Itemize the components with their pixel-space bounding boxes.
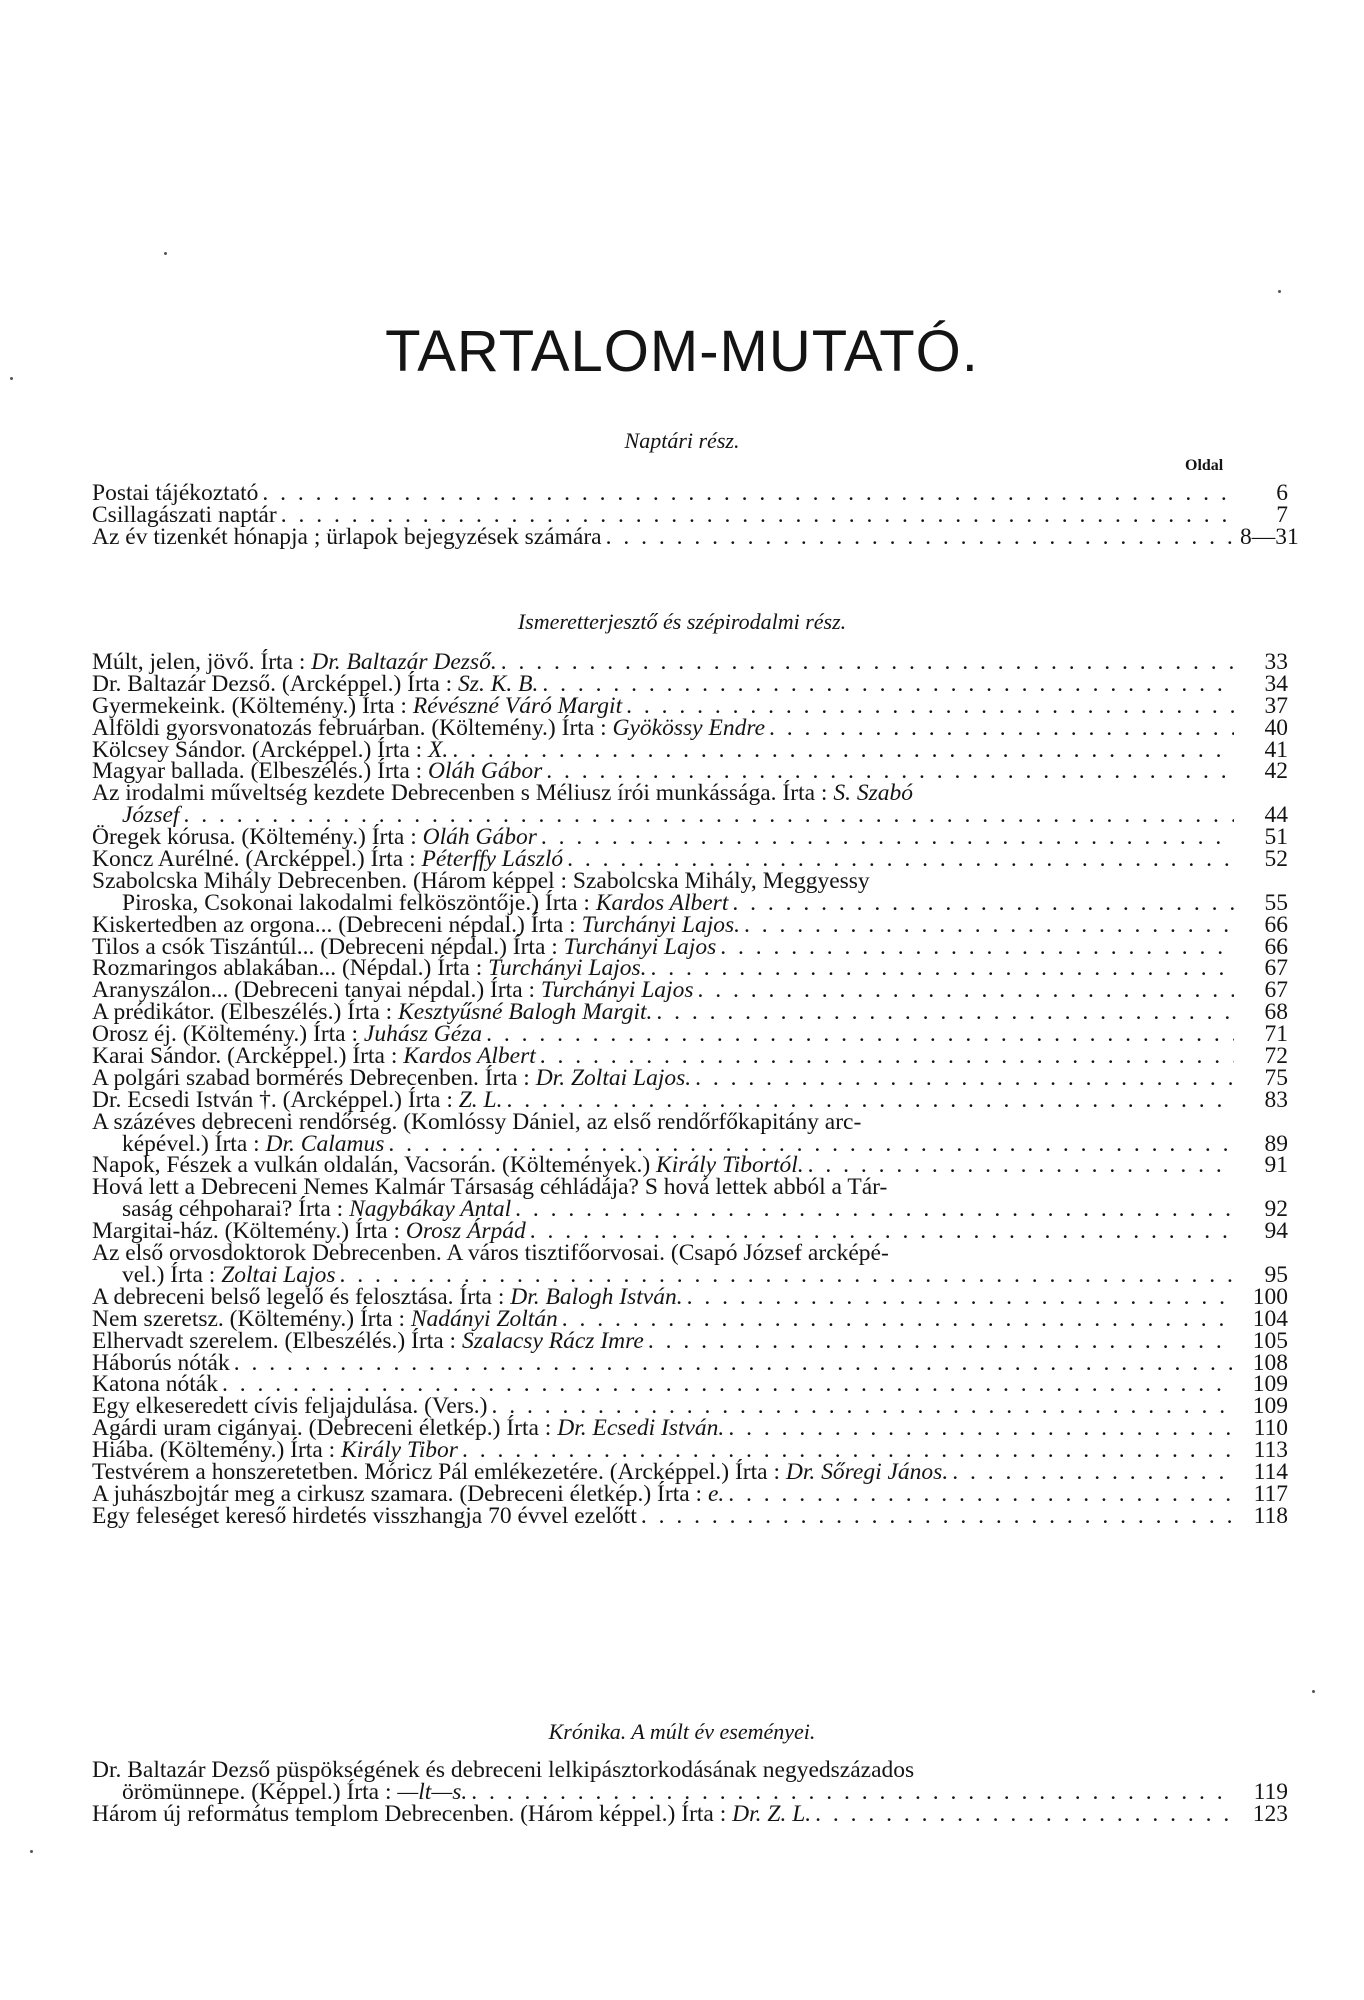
toc-section-literary bbox=[92, 649, 1288, 1529]
entry-page: 40 bbox=[1264, 714, 1288, 741]
entry-author: Dr. Ecsedi István. bbox=[557, 1415, 725, 1442]
page-column-label: Oldal bbox=[1185, 457, 1224, 474]
entry-title: A prédikátor. (Elbeszélés.) Írta : bbox=[92, 999, 399, 1026]
dot-leader bbox=[234, 1353, 1234, 1375]
toc-entry bbox=[92, 523, 1299, 550]
dot-leader bbox=[651, 958, 1234, 980]
entry-page: 92 bbox=[1264, 1196, 1288, 1223]
entry-author: e. bbox=[707, 1480, 725, 1507]
entry-page: 118 bbox=[1253, 1502, 1288, 1529]
entry-author: Péterffy László bbox=[421, 846, 564, 873]
entry-page: 100 bbox=[1252, 1283, 1288, 1310]
entry-page: 51 bbox=[1264, 824, 1288, 851]
entry-page: 108 bbox=[1252, 1349, 1288, 1376]
entry-title: A polgári szabad bormérés Debrecenben. Írta : bbox=[92, 1064, 536, 1091]
entry-author: Dr. Baltazár Dezső. bbox=[311, 649, 497, 675]
entry-title: Háborús nóták bbox=[92, 1349, 230, 1376]
entry-title: Alföldi gyorsvonatozás februárban. (Költemény.) Írta : bbox=[92, 714, 613, 741]
dot-leader bbox=[732, 893, 1234, 915]
entry-author: Kesztyűsné Balogh Margit. bbox=[398, 999, 653, 1026]
dot-leader bbox=[728, 1484, 1234, 1506]
entry-page: 95 bbox=[1264, 1261, 1288, 1288]
entry-title: Dr. Ecsedi István †. (Arcképpel.) Írta : bbox=[92, 1086, 459, 1113]
entry-author: Juhász Géza bbox=[363, 1021, 483, 1048]
entry-title: Kiskertedben az orgona... (Debreceni népdal.) Írta : bbox=[92, 911, 582, 938]
entry-page: 72 bbox=[1264, 1043, 1288, 1070]
entry-page: 67 bbox=[1264, 977, 1288, 1004]
entry-title: Múlt, jelen, jövő. Írta : bbox=[92, 649, 312, 675]
entry-title: Piroska, Csokonai lakodalmi felköszöntője.) Írta : bbox=[122, 889, 596, 916]
toc-entry bbox=[92, 1800, 1288, 1827]
entry-author: Kardos Albert bbox=[595, 889, 729, 916]
entry-author: S. Szabó bbox=[833, 780, 913, 807]
entry-author: X. bbox=[428, 736, 449, 763]
toc-entry bbox=[92, 780, 1288, 807]
entry-title: Az év tizenkét hónapja ; ürlapok bejegyzések számára bbox=[92, 523, 602, 550]
entry-author: Nagybákay Antal bbox=[349, 1196, 512, 1223]
entry-author: Oláh Gábor bbox=[428, 758, 543, 785]
dot-leader bbox=[262, 483, 1234, 505]
entry-title: Tilos a csók Tiszántúl... (Debreceni népdal.) Írta : bbox=[92, 933, 564, 960]
entry-author: Dr. Z. L. bbox=[732, 1800, 812, 1827]
entry-page: 119 bbox=[1253, 1778, 1288, 1805]
entry-title: Magyar ballada. (Elbeszélés.) Írta : bbox=[92, 758, 429, 785]
entry-page: 44 bbox=[1264, 802, 1288, 829]
entry-title: Agárdi uram cigányai. (Debreceni életkép.) Írta : bbox=[92, 1415, 558, 1442]
entry-title: Három új református templom Debrecenben. (Három képpel.) Írta : bbox=[92, 1800, 733, 1827]
dot-leader bbox=[606, 527, 1234, 549]
entry-title: Koncz Aurélné. (Arcképpel.) Írta : bbox=[92, 846, 422, 873]
entry-author: Turchányi Lajos bbox=[563, 933, 717, 960]
entry-author: Gyökössy Endre bbox=[612, 714, 766, 741]
entry-title: Aranyszálon... (Debreceni tanyai népdal.) Írta : bbox=[92, 977, 541, 1004]
entry-title: Napok, Fészek a vulkán oldalán, Vacsorán. (Költemények.) bbox=[92, 1152, 657, 1179]
entry-page: 37 bbox=[1264, 692, 1288, 719]
dot-leader bbox=[648, 1331, 1234, 1353]
entry-title: Dr. Baltazár Dezső. (Arcképpel.) Írta : bbox=[92, 670, 459, 697]
entry-page: 67 bbox=[1264, 955, 1288, 982]
entry-page: 117 bbox=[1253, 1480, 1288, 1507]
entry-title: Margitai-ház. (Költemény.) Írta : bbox=[92, 1218, 406, 1245]
entry-page: 42 bbox=[1264, 758, 1288, 785]
page-title: TARTALOM-MUTATÓ. bbox=[385, 319, 979, 384]
toc-entry bbox=[92, 1502, 1288, 1529]
entry-author: Kardos Albert bbox=[403, 1043, 536, 1070]
section-heading-literary: Ismeretterjesztő és szépirodalmi rész. bbox=[517, 609, 847, 634]
entry-author: Orosz Árpád bbox=[405, 1218, 526, 1245]
entry-title: Karai Sándor. (Arcképpel.) Írta : bbox=[92, 1043, 404, 1070]
dot-leader bbox=[641, 1506, 1234, 1528]
entry-page: 34 bbox=[1264, 670, 1288, 697]
dot-leader bbox=[815, 1804, 1234, 1826]
entry-title: Postai tájékoztató bbox=[92, 480, 259, 506]
dot-leader bbox=[486, 1024, 1234, 1046]
entry-author: Szalacsy Rácz Imre bbox=[461, 1327, 644, 1354]
entry-page: 6 bbox=[1276, 480, 1288, 506]
dot-leader bbox=[656, 1002, 1234, 1024]
entry-page: 113 bbox=[1253, 1437, 1288, 1464]
entry-title: A debreceni belső legelő és felosztása. Írta : bbox=[92, 1283, 511, 1310]
toc-section-calendar bbox=[92, 480, 1299, 550]
entry-title: Nem szeretsz. (Költemény.) Írta : bbox=[92, 1305, 411, 1332]
entry-page: 55 bbox=[1264, 889, 1288, 916]
entry-author: Dr. Zoltai Lajos. bbox=[535, 1064, 692, 1091]
dot-leader bbox=[562, 1309, 1234, 1331]
dot-leader bbox=[687, 1287, 1234, 1309]
scan-speck bbox=[1278, 290, 1281, 293]
entry-author: Turchányi Lajos bbox=[540, 977, 694, 1004]
entry-title: Hiába. (Költemény.) Írta : bbox=[92, 1437, 342, 1464]
entry-page: 33 bbox=[1264, 649, 1288, 675]
entry-page: 89 bbox=[1264, 1130, 1288, 1157]
entry-title: Gyermekeink. (Költemény.) Írta : bbox=[92, 692, 413, 719]
dot-leader bbox=[769, 718, 1234, 740]
entry-page: 66 bbox=[1264, 933, 1288, 960]
entry-page: 94 bbox=[1264, 1218, 1288, 1245]
entry-author: Z. L. bbox=[458, 1086, 503, 1113]
entry-page: 66 bbox=[1264, 911, 1288, 938]
entry-title: A százéves debreceni rendőrség. (Komlóssy Dániel, az első rendőrfőkapitány arc- bbox=[92, 1108, 862, 1135]
entry-title: Hová lett a Debreceni Nemes Kalmár Társaság céhládája? S hová lettek abból a Tár- bbox=[92, 1174, 888, 1201]
entry-title: örömünnepe. (Képpel.) Írta : bbox=[122, 1778, 398, 1805]
dot-leader bbox=[541, 827, 1234, 849]
section-heading-calendar: Naptári rész. bbox=[624, 428, 740, 453]
entry-title: Rozmaringos ablakában... (Népdal.) Írta : bbox=[92, 955, 489, 982]
entry-author: Király Tibor bbox=[341, 1437, 458, 1464]
dot-leader bbox=[501, 652, 1234, 674]
entry-author: Turchányi Lajos. bbox=[488, 955, 647, 982]
entry-title: Öregek kórusa. (Költemény.) Írta : bbox=[92, 824, 423, 851]
entry-title: Elhervadt szerelem. (Elbeszélés.) Írta : bbox=[92, 1327, 462, 1354]
entry-page: 110 bbox=[1253, 1415, 1288, 1442]
entry-title: Egy elkeseredett cívis feljajdulása. (Vers.) bbox=[92, 1393, 488, 1420]
entry-title: Dr. Baltazár Dezső püspökségének és debreceni lelkipásztorkodásának negyedszázados bbox=[92, 1757, 915, 1783]
entry-author: Dr. Balogh István. bbox=[510, 1283, 683, 1310]
entry-title: vel.) Írta : bbox=[122, 1261, 222, 1288]
entry-page: 52 bbox=[1264, 846, 1288, 873]
entry-title: saság céhpoharai? Írta : bbox=[122, 1196, 350, 1223]
entry-title: Szabolcska Mihály Debrecenben. (Három képpel : Szabolcska Mihály, Meggyessy bbox=[92, 867, 870, 894]
dot-leader bbox=[697, 980, 1234, 1002]
entry-title: A juhászbojtár meg a cirkusz szamara. (Debreceni életkép.) Írta : bbox=[92, 1480, 708, 1507]
entry-title: Orosz éj. (Költemény.) Írta : bbox=[92, 1021, 364, 1048]
entry-title: Az első orvosdoktorok Debrecenben. A város tisztifőorvosai. (Csapó József arcképé- bbox=[92, 1240, 889, 1267]
entry-page: 8—31 bbox=[1240, 523, 1299, 550]
dot-leader bbox=[452, 740, 1234, 762]
dot-leader bbox=[695, 1068, 1234, 1090]
dot-leader bbox=[720, 937, 1234, 959]
entry-page: 123 bbox=[1252, 1800, 1288, 1827]
entry-title: képével.) Írta : bbox=[122, 1130, 266, 1157]
entry-title: Katona nóták bbox=[92, 1371, 218, 1398]
scan-speck bbox=[30, 1850, 33, 1853]
toc-section-chronicle bbox=[92, 1757, 1288, 1827]
toc-entry bbox=[92, 1349, 1288, 1376]
entry-title: Kölcsey Sándor. (Arcképpel.) Írta : bbox=[92, 736, 429, 763]
entry-author: Dr. Calamus bbox=[265, 1130, 385, 1157]
dot-leader bbox=[952, 1462, 1234, 1484]
entry-page: 71 bbox=[1264, 1021, 1288, 1048]
dot-leader bbox=[515, 1199, 1234, 1221]
entry-page: 41 bbox=[1264, 736, 1288, 763]
scan-speck bbox=[1312, 1690, 1315, 1693]
entry-author: Dr. Sőregi János. bbox=[785, 1458, 949, 1485]
entry-page: 91 bbox=[1264, 1152, 1288, 1179]
entry-author: Zoltai Lajos bbox=[221, 1261, 336, 1288]
entry-title: Az irodalmi műveltség kezdete Debrecenben s Méliusz írói munkássága. Írta : bbox=[92, 780, 834, 807]
toc-entry bbox=[92, 1327, 1288, 1354]
entry-page: 83 bbox=[1264, 1086, 1288, 1113]
entry-author: —lt—s. bbox=[397, 1778, 468, 1805]
entry-page: 105 bbox=[1252, 1327, 1288, 1354]
scan-speck bbox=[164, 252, 167, 255]
entry-author: Oláh Gábor bbox=[422, 824, 537, 851]
entry-author: Sz. K. B. bbox=[458, 670, 539, 697]
entry-title: Egy feleséget kereső hirdetés visszhangja 70 évvel ezelőtt bbox=[92, 1502, 637, 1529]
entry-page: 109 bbox=[1252, 1393, 1288, 1420]
entry-author: Révészné Váró Margit bbox=[412, 692, 623, 719]
entry-title: Testvérem a honszeretetben. Móricz Pál emlékezetére. (Arcképpel.) Írta : bbox=[92, 1458, 786, 1485]
dot-leader bbox=[542, 674, 1234, 696]
entry-author: Turchányi Lajos. bbox=[581, 911, 741, 938]
entry-page: 104 bbox=[1252, 1305, 1288, 1332]
entry-page: 109 bbox=[1252, 1371, 1288, 1398]
dot-leader bbox=[728, 1418, 1234, 1440]
entry-author: József bbox=[122, 802, 180, 829]
entry-page: 75 bbox=[1264, 1064, 1288, 1091]
dot-leader bbox=[744, 915, 1234, 937]
entry-title: Csillagászati naptár bbox=[92, 501, 277, 528]
entry-page: 7 bbox=[1276, 501, 1288, 528]
entry-author: Nadányi Zoltán bbox=[410, 1305, 558, 1332]
scan-speck bbox=[10, 377, 13, 380]
entry-page: 68 bbox=[1264, 999, 1288, 1026]
section-heading-chronicle: Krónika. A múlt év eseményei. bbox=[548, 1719, 816, 1744]
entry-page: 114 bbox=[1253, 1458, 1288, 1485]
entry-author: Király Tibortól. bbox=[656, 1152, 804, 1179]
